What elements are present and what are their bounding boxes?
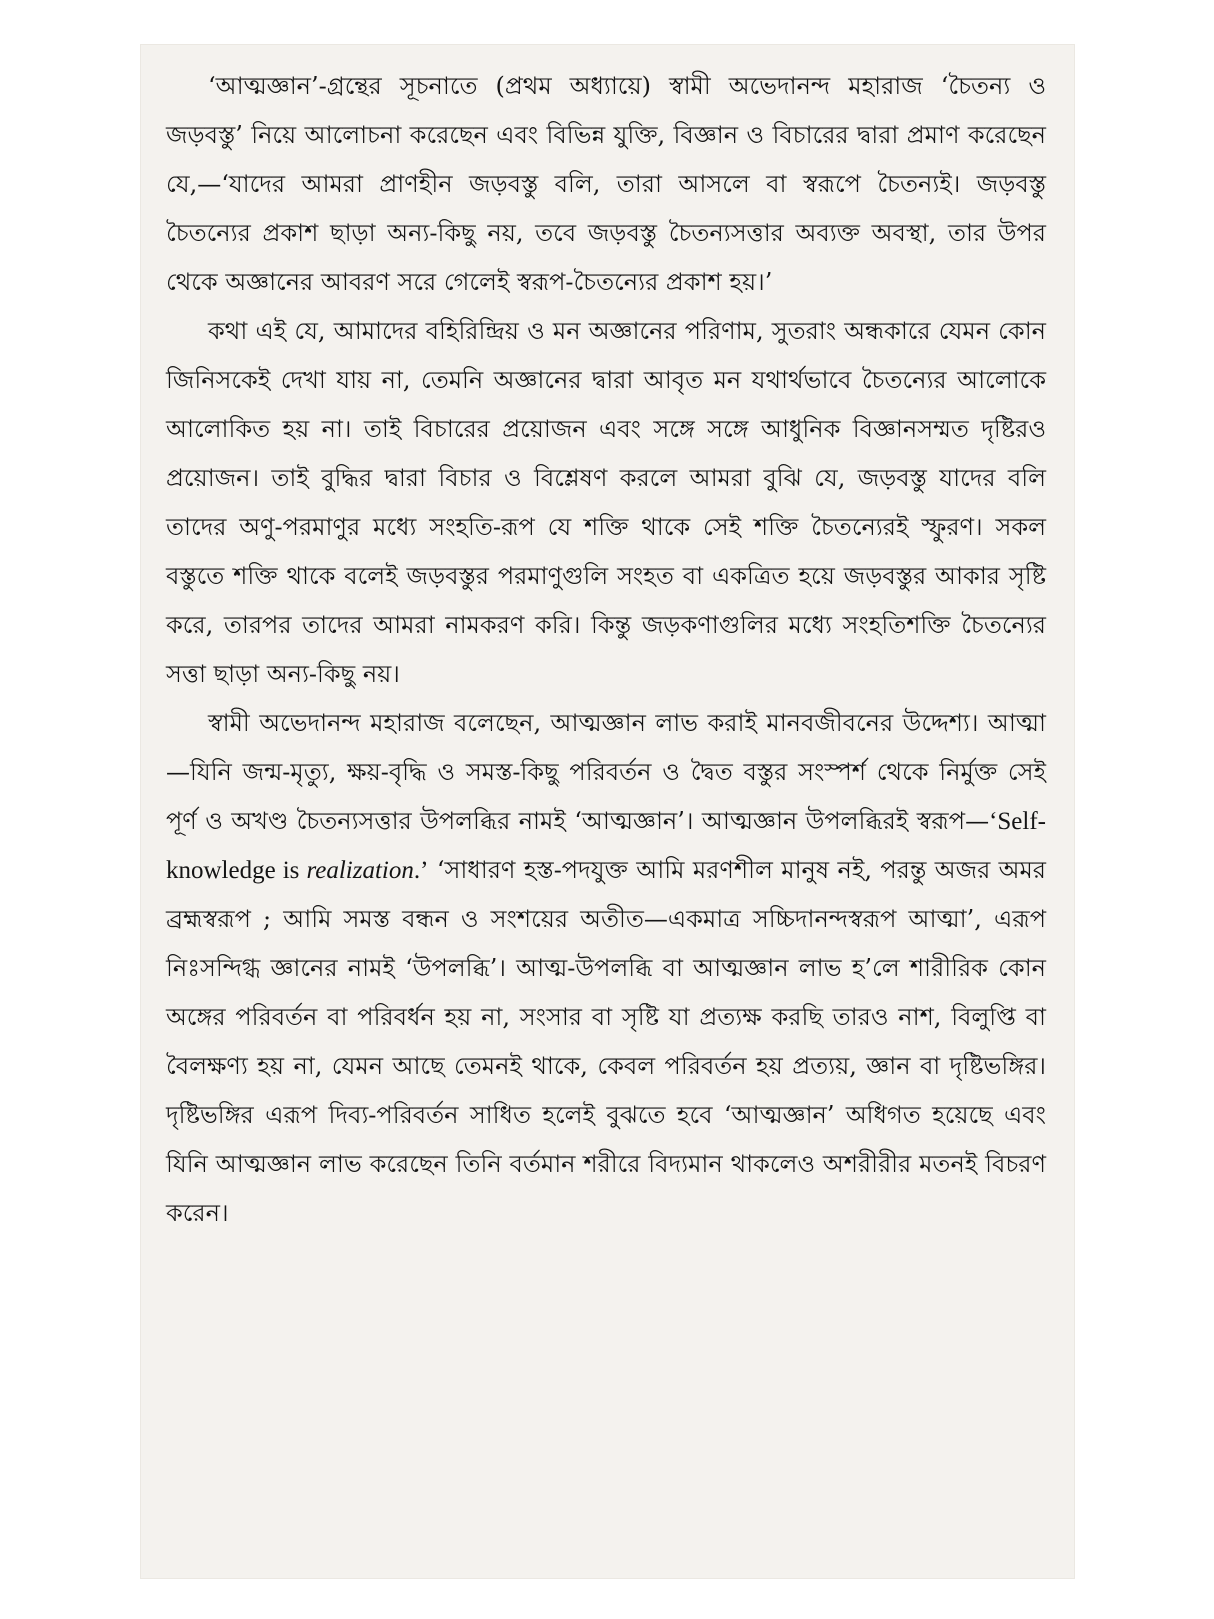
page-text [166,62,1046,1238]
paragraph-3 [166,699,1046,1238]
english-quote-end: .’ [413,857,429,884]
english-quote-italic: realization [306,857,414,884]
paragraph-1: ‘আত্মজ্ঞান’-গ্রন্থের সূচনাতে (প্রথম অধ্যায়ে) স্বামী অভেদানন্দ মহারাজ ‘চৈতন্য ও জড়বস্তু’ নিয়ে আলোচনা করেছেন এবং বিভিন্ন যুক্তি, বিজ্ঞান ও বিচারের দ্বারা প্রমাণ করেছেন যে,—‘যাদের আমরা প্রাণহীন জড়বস্তু বলি, তারা আসলে বা স্বরূপে চৈতন্যই। জড়বস্তু চৈতন্যের প্রকাশ ছাড়া অন্য-কিছু নয়, তবে জড়বস্তু চৈতন্যসত্তার অব্যক্ত অবস্থা, তার উপর থেকে অজ্ঞানের আবরণ সরে গেলেই স্বরূপ-চৈতন্যের প্রকাশ হয়।’ [166,72,1046,296]
paragraph-3-bengali-end: ‘সাধারণ হস্ত-পদযুক্ত আমি মরণশীল মানুষ নই, পরন্তু অজর অমর ব্রহ্মস্বরূপ ; আমি সমস্ত বন্ধন ও সংশয়ের অতীত—একমাত্র সচ্চিদানন্দস্বরূপ আত্মা’, এরূপ নিঃসন্দিগ্ধ জ্ঞানের নামই ‘উপলব্ধি’। আত্ম-উপলব্ধি বা আত্মজ্ঞান লাভ হ’লে শারীরিক কোন অঙ্গের পরিবর্তন বা পরিবর্ধন হয় না, সংসার বা সৃষ্টি যা প্রত্যক্ষ করছি তারও নাশ, বিলুপ্তি বা বৈলক্ষণ্য হয় না, যেমন আছে তেমনই থাকে, কেবল পরিবর্তন হয় প্রত্যয়, জ্ঞান বা দৃষ্টিভঙ্গির। দৃষ্টিভঙ্গির এরূপ দিব্য-পরিবর্তন সাধিত হলেই বুঝতে হবে ‘আত্মজ্ঞান’ অধিগত হয়েছে এবং যিনি আত্মজ্ঞান লাভ করেছেন তিনি বর্তমান শরীরে বিদ্যমান থাকলেও অশরীরীর মতনই বিচরণ করেন। [166,856,1046,1227]
paragraph-3-bengali-start: স্বামী অভেদানন্দ মহারাজ বলেছেন, আত্মজ্ঞান লাভ করাই মানবজীবনের উদ্দেশ্য। আত্মা—যিনি জন্ম-মৃত্যু, ক্ষয়-বৃদ্ধি ও সমস্ত-কিছু পরিবর্তন ও দ্বৈত বস্তুর সংস্পর্শ থেকে নির্মুক্ত সেই পূর্ণ ও অখণ্ড চৈতন্যসত্তার উপলব্ধির নামই ‘আত্মজ্ঞান’। আত্মজ্ঞান উপলব্ধিরই স্বরূপ— [166,709,1046,835]
book-page [140,44,1075,1579]
english-quote-start: ‘Self-knowledge is [166,808,1046,884]
paragraph-2: কথা এই যে, আমাদের বহিরিন্দ্রিয় ও মন অজ্ঞানের পরিণাম, সুতরাং অন্ধকারে যেমন কোন জিনিসকেই দেখা যায় না, তেমনি অজ্ঞানের দ্বারা আবৃত মন যথার্থভাবে চৈতন্যের আলোকে আলোকিত হয় না। তাই বিচারের প্রয়োজন এবং সঙ্গে সঙ্গে আধুনিক বিজ্ঞানসম্মত দৃষ্টিরও প্রয়োজন। তাই বুদ্ধির দ্বারা বিচার ও বিশ্লেষণ করলে আমরা বুঝি যে, জড়বস্তু যাদের বলি তাদের অণু-পরমাণুর মধ্যে সংহতি-রূপ যে শক্তি থাকে সেই শক্তি চৈতন্যেরই স্ফুরণ। সকল বস্তুতে শক্তি থাকে বলেই জড়বস্তুর পরমাণুগুলি সংহত বা একত্রিত হয়ে জড়বস্তুর আকার সৃষ্টি করে, তারপর তাদের আমরা নামকরণ করি। কিন্তু জড়কণাগুলির মধ্যে সংহতিশক্তি চৈতন্যের সত্তা ছাড়া অন্য-কিছু নয়। [166,317,1046,688]
